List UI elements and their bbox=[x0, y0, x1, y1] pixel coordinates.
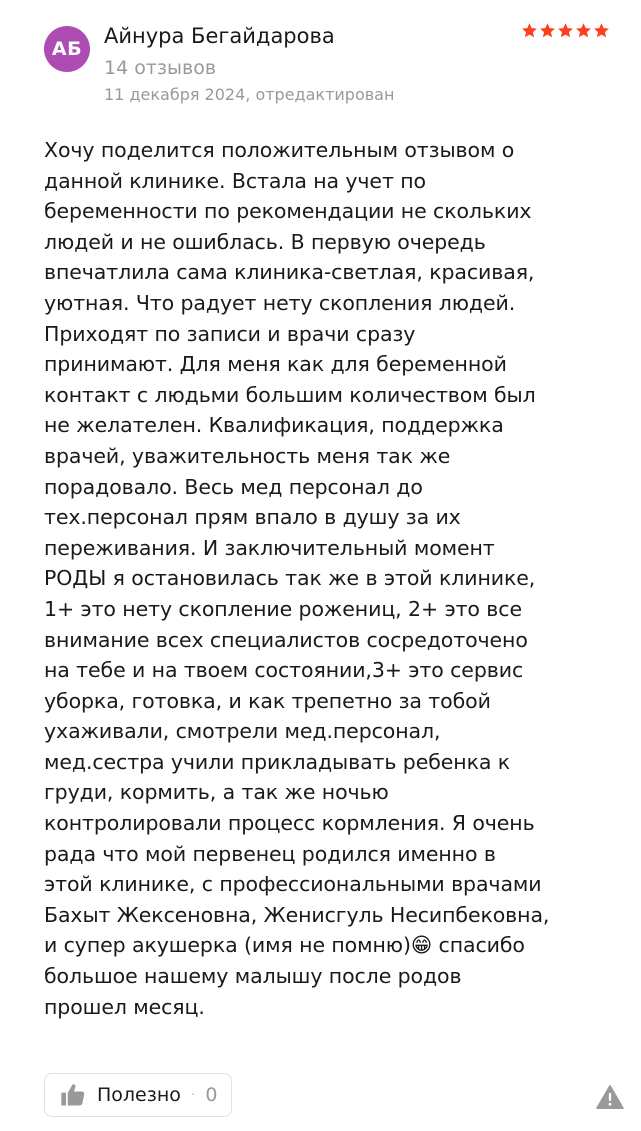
warning-icon bbox=[596, 1083, 624, 1111]
avatar[interactable]: АБ bbox=[44, 26, 90, 72]
useful-label: Полезно bbox=[97, 1084, 181, 1106]
useful-count: 0 bbox=[205, 1084, 218, 1106]
thumbs-up-icon bbox=[59, 1081, 87, 1109]
star-icon bbox=[557, 22, 574, 39]
author-reviews-count: 14 отзывов bbox=[104, 57, 217, 79]
review-text: Хочу поделится положительным отзывом о данной клинике. Встала на учет по беременности по рекомендации не скольких людей и не ошиблась. В первую очередь впечатлила сама клиника-светлая, красивая, уютная. Что радует нету скопления людей. Приходят по записи и врачи сразу принимают. Для меня как для беременной контакт с людьми большим количеством был не желателен. Квалификация, поддержка врачей, уважительность меня так же порадовало. Весь мед персонал до тех.персонал прям впало в душу за их переживания. И заключительный момент РОДЫ я остановилась так же в этой клинике, 1+ это нету скопление рожениц, 2+ это все внимание всех специалистов сосредоточено на тебе и на твоем состоянии,3+ это сервис уборка, готовка, и как трепетно за тобой ухаживали, смотрели мед.персонал, мед.сестра учили прикладывать ребенка к груди, кормить, а так же ночью контролировали процесс кормления. Я очень рада что мой первенец родился именно в этой клинике, с профессиональными врачами Бахыт Жексеновна, Женисгуль Несипбековна, и супер акушерка (имя не помню)😁 спасибо большое нашему малышу после родов прошел месяц. bbox=[44, 138, 550, 1019]
review-header bbox=[44, 18, 616, 113]
star-icon bbox=[575, 22, 592, 39]
author-name[interactable]: Айнура Бегайдарова bbox=[104, 24, 335, 48]
report-button[interactable] bbox=[596, 1083, 624, 1111]
rating-stars bbox=[521, 22, 610, 39]
star-icon bbox=[593, 22, 610, 39]
useful-button[interactable] bbox=[44, 1073, 232, 1117]
useful-separator: · bbox=[190, 1087, 196, 1103]
review-date: 11 декабря 2024, отредактирован bbox=[104, 85, 395, 104]
star-icon bbox=[521, 22, 538, 39]
star-icon bbox=[539, 22, 556, 39]
review-actions bbox=[44, 1073, 624, 1121]
